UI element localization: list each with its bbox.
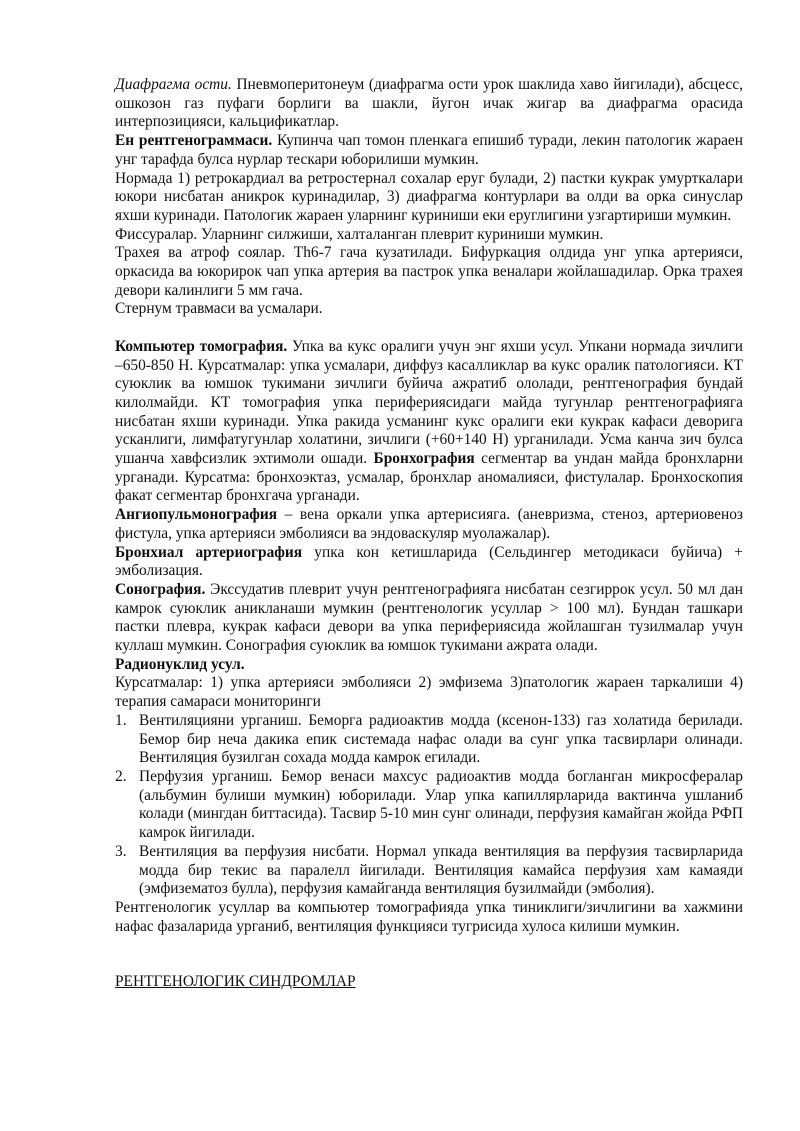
- paragraph-trachea: [115, 244, 743, 300]
- paragraph-radionuclide-title: [115, 656, 743, 675]
- document-page: [115, 76, 743, 992]
- blank-line: [115, 319, 743, 338]
- paragraph-text: Курсатмалар: 1) упка артерияси эмболияси 2) эмфизема 3)патологик жараен таркалиши 4) терапия самараси мониторинги: [115, 674, 743, 711]
- paragraph-sternum: [115, 300, 743, 319]
- list-number: 2.: [115, 768, 127, 785]
- paragraph-text: Упка ва кукс оралиги учун энг яхши усул. Упкани нормада зичлиги –650-850 Н. Курсатмалар: упка усмалари, диффуз касалликлар ва кукс оралик патологияси. КТ суюклик ва юмшок тукимани зичлиги буйича ажратиб ололади, рентгенография бундай килолмайди. КТ томография упка периферияcидаги майда тугунлар рентгенографияга нисбатан яхши куринади. Упка ракида усманинг кукс оралиги еки кукрак кафаси деворига усканлиги, лимфатугунлар холатини, зичлиги (+60+140 Н) урганилади. Усма канча зич булса ушанча хавфсизлик эхтимоли ошади.: [115, 337, 743, 468]
- paragraph-lead: Компьютер томография.: [115, 337, 288, 355]
- paragraph-ct: [115, 338, 743, 506]
- numbered-list: [115, 712, 743, 899]
- paragraph-sonography: [115, 581, 743, 656]
- paragraph-text: Трахея ва атроф соялар. Th6-7 гача кузатилади. Бифуркация олдида унг упка артерияси, оркасида ва юкорирок чап упка артерия ва пастрок упка веналари жойлашадилар. Орка трахея девори калинлиги 5 мм гача.: [115, 244, 743, 299]
- paragraph-fissures: [115, 226, 743, 245]
- paragraph-lead: Радионуклид усул.: [115, 655, 245, 673]
- list-number: 1.: [115, 711, 127, 729]
- paragraph-text: упка кон кетишларида (Сельдингер методикаси буйича) + эмболизация.: [115, 543, 743, 580]
- paragraph-diaphragm: [115, 76, 743, 132]
- paragraph-text: Нормада 1) ретрокардиал ва ретростернал сохалар еруг булади, 2) пастки кукрак умурткалари юкори нисбатан аникрок куринадилар, 3) диафрагма контурлари ва олди ва орка синуслар яхши куринади. Патологик жараен уларнинг куриниши еки еруглигини узгартириши мумкин.: [115, 169, 743, 224]
- list-item: [115, 712, 743, 768]
- section-heading: РЕНТГЕНОЛОГИК СИНДРОМЛАР: [115, 973, 356, 991]
- paragraph-lead: Бронхиал артериография: [115, 543, 303, 561]
- blank-space: [115, 936, 743, 973]
- paragraph-closing: Рентгенологик усуллар ва компьютер томографияда упка тиниклиги/зичлигини ва хажмини нафас фазаларида урганиб, вентиляция функцияси тугрисида хулоса килиши мумкин.: [115, 898, 743, 935]
- paragraph-text: сегментар ва ундан майда бронхларни урганади. Курсатма: бронхоэктаз, усмалар, бронхлар аномалияси, фистулалар. Бронхоскопия факат сегментар бронхгача урганади.: [115, 450, 743, 505]
- list-item-text: Вентиляцияни урганиш. Беморга радиоактив модда (ксенон-133) газ холатида берилади. Бемор бир неча дакика епик системада нафас олади ва сунг упка тасвирлари олинади. Вентиляция бузилган сохада модда камрок егилади.: [139, 711, 743, 767]
- paragraph-text: Фиссуралар. Уларнинг силжиши, халталанган плеврит куриниши мумкин.: [115, 225, 604, 243]
- paragraph-lead: Бронхография: [373, 450, 475, 468]
- list-item: [115, 768, 743, 843]
- paragraph-bronchial-arteriography: [115, 544, 743, 581]
- list-item-text: Перфузия урганиш. Бемор венаси махсус радиоактив модда богланган микросфералар (альбумин булиши мумкин) юборилади. Улар упка капиллярларида вактинча ушланиб колади (мингдан биттасида). Тасвир 5-10 мин сунг олинади, перфузия камайган жойда РФП камрок йигилади.: [139, 768, 743, 842]
- paragraph-indications: [115, 674, 743, 711]
- paragraph-angiopulmonography: [115, 506, 743, 543]
- list-item: [115, 843, 743, 899]
- top-section: [115, 76, 743, 319]
- mid-section: [115, 338, 743, 712]
- paragraph-lateral: [115, 132, 743, 169]
- paragraph-normal: [115, 170, 743, 226]
- paragraph-text: – вена оркали упка артерисияга. (аневризма, стеноз, артериовеноз фистула, упка артерияси эмболияси ва эндоваскуляр муолажалар).: [115, 506, 743, 542]
- list-number: 3.: [115, 842, 127, 860]
- paragraph-lead: Ен рентгенограммаси.: [115, 132, 273, 150]
- paragraph-lead: Сонография.: [115, 580, 206, 598]
- paragraph-text: Купинча чап томон пленкага епишиб туради, лекин патологик жараен унг тарафда булса нурлар тескари юборилиши мумкин.: [115, 132, 743, 168]
- paragraph-text: Экссудатив плеврит учун рентгенографияга нисбатан сезгиррок усул. 50 мл дан камрок суюклик аникланаши мумкин (рентгенологик усуллар > 100 мл). Бундан ташкари пастки плевра, кукрак кафаси девори ва упка периферияcида жойлашган тузилмалар учун куллаш мумкин. Сонография суюклик ва юмшок тукимани ажрата олади.: [115, 580, 743, 655]
- paragraph-lead: Ангиопульмонография: [115, 506, 278, 524]
- list-item-text: Вентиляция ва перфузия нисбати. Нормал упкада вентиляция ва перфузия тасвирларида модда бир текис ва паралелл йигилади. Вентиляция камайса перфузия хам камаяди (эмфизематоз булла), перфузия камайганда вентиляция бузилмайди (эмболия).: [139, 842, 743, 898]
- paragraph-text: Стернум травмаси ва усмалари.: [115, 300, 323, 318]
- paragraph-text: Пневмоперитонеум (диафрагма ости урок шаклида хаво йигилади), абсцесс, ошкозон газ пуфаги борлиги ва шакли, йугон ичак жигар ва диафрагма орасида интерпозицияси, кальцификатлар.: [115, 76, 743, 131]
- paragraph-lead: Диафрагма ости.: [115, 76, 232, 93]
